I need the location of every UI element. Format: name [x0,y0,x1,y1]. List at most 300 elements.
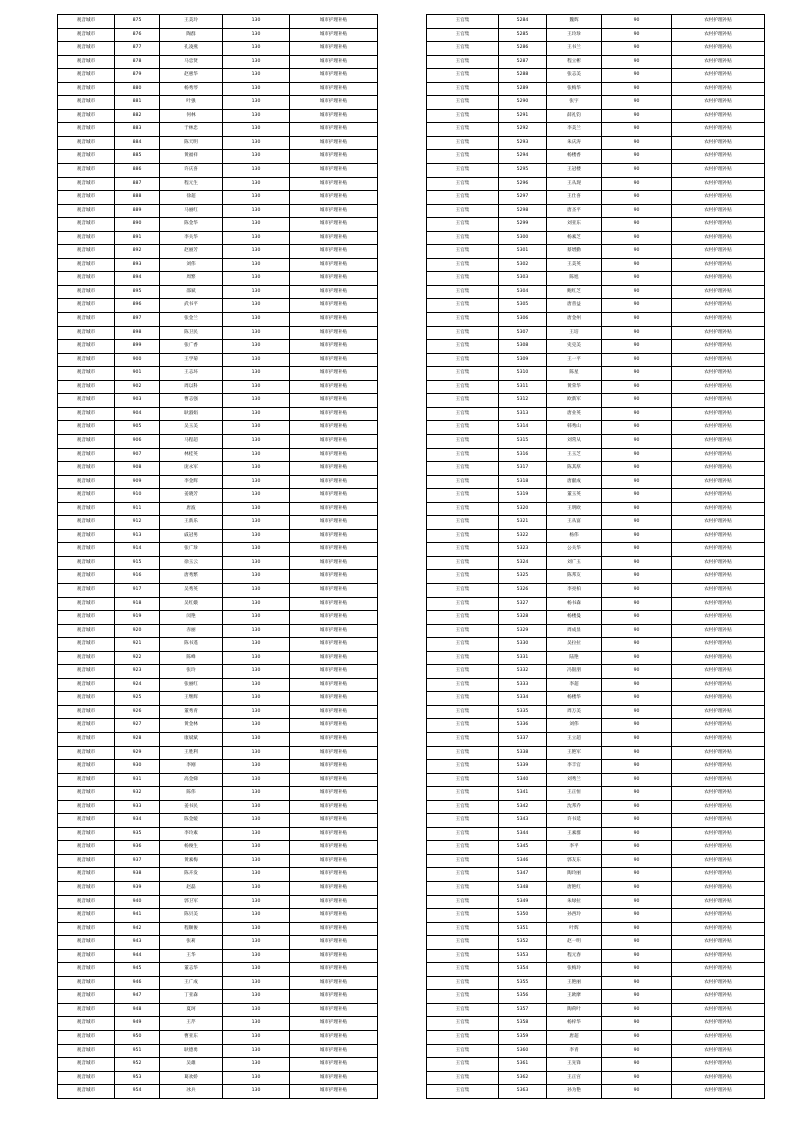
table-row [58,773,378,787]
amount-cell: 130 [223,651,290,665]
name-cell: 陈星 [547,367,602,381]
amount-cell: 90 [602,502,672,516]
table-row [427,665,765,679]
type-cell: 城市护理补贴 [290,746,378,760]
region-cell: 王官集 [427,285,499,299]
number-cell: 928 [115,732,160,746]
amount-cell: 130 [223,922,290,936]
name-cell: 王芹 [160,1017,223,1031]
type-cell: 农村护理补贴 [672,773,765,787]
table-row [58,746,378,760]
number-cell: 915 [115,556,160,570]
amount-cell: 90 [602,1058,672,1072]
type-cell: 城市护理补贴 [290,367,378,381]
type-cell: 农村护理补贴 [672,394,765,408]
region-cell: 观音城市 [58,760,115,774]
table-row [427,1044,765,1058]
region-cell: 王官集 [427,96,499,110]
name-cell: 唐超 [547,1031,602,1045]
region-cell: 观音城市 [58,421,115,435]
amount-cell: 90 [602,96,672,110]
number-cell: 908 [115,462,160,476]
number-cell: 954 [115,1085,160,1099]
type-cell: 农村护理补贴 [672,245,765,259]
type-cell: 城市护理补贴 [290,489,378,503]
region-cell: 观音城市 [58,82,115,96]
name-cell: 王美玲 [160,15,223,29]
amount-cell: 130 [223,462,290,476]
name-cell: 王玲珍 [547,28,602,42]
table-row [427,231,765,245]
amount-cell: 90 [602,55,672,69]
table-row [58,665,378,679]
region-cell: 观音城市 [58,705,115,719]
table-row [58,448,378,462]
amount-cell: 130 [223,705,290,719]
table-row [58,96,378,110]
table-row [58,529,378,543]
amount-cell: 90 [602,705,672,719]
name-cell: 马程超 [160,434,223,448]
table-row [58,976,378,990]
type-cell: 城市护理补贴 [290,841,378,855]
number-cell: 5328 [499,611,547,625]
number-cell: 5315 [499,434,547,448]
name-cell: 徐玉云 [160,556,223,570]
region-cell: 观音城市 [58,177,115,191]
number-cell: 5360 [499,1044,547,1058]
amount-cell: 130 [223,380,290,394]
number-cell: 882 [115,109,160,123]
number-cell: 5354 [499,963,547,977]
number-cell: 5322 [499,529,547,543]
name-cell: 王素群 [547,827,602,841]
amount-cell: 90 [602,583,672,597]
number-cell: 937 [115,854,160,868]
table-row [58,1017,378,1031]
amount-cell: 130 [223,434,290,448]
region-cell: 王官集 [427,556,499,570]
number-cell: 5338 [499,746,547,760]
number-cell: 5362 [499,1071,547,1085]
type-cell: 农村护理补贴 [672,800,765,814]
amount-cell: 130 [223,746,290,760]
name-cell: 王正恒 [547,787,602,801]
type-cell: 农村护理补贴 [672,746,765,760]
name-cell: 许庆喜 [160,164,223,178]
name-cell: 孙西玲 [547,909,602,923]
name-cell: 欧新军 [547,394,602,408]
region-cell: 王官集 [427,936,499,950]
type-cell: 城市护理补贴 [290,123,378,137]
number-cell: 5355 [499,976,547,990]
name-cell: 李金辉 [160,475,223,489]
region-cell: 观音城市 [58,746,115,760]
table-row [58,570,378,584]
name-cell: 王华 [160,949,223,963]
type-cell: 农村护理补贴 [672,597,765,611]
type-cell: 城市护理补贴 [290,963,378,977]
type-cell: 农村护理补贴 [672,1044,765,1058]
amount-cell: 90 [602,489,672,503]
table-row [427,475,765,489]
amount-cell: 130 [223,854,290,868]
amount-cell: 90 [602,109,672,123]
number-cell: 884 [115,136,160,150]
amount-cell: 130 [223,258,290,272]
number-cell: 5347 [499,868,547,882]
table-row [427,651,765,665]
region-cell: 王官集 [427,313,499,327]
number-cell: 5284 [499,15,547,29]
number-cell: 919 [115,611,160,625]
amount-cell: 90 [602,909,672,923]
type-cell: 城市护理补贴 [290,1058,378,1072]
type-cell: 农村护理补贴 [672,489,765,503]
amount-cell: 90 [602,177,672,191]
name-cell: 何林 [160,109,223,123]
amount-cell: 90 [602,936,672,950]
name-cell: 张梅华 [547,82,602,96]
region-cell: 观音城市 [58,475,115,489]
type-cell: 城市护理补贴 [290,597,378,611]
amount-cell: 90 [602,448,672,462]
amount-cell: 130 [223,1085,290,1099]
table-row [427,570,765,584]
amount-cell: 90 [602,624,672,638]
region-cell: 王官集 [427,597,499,611]
table-row [427,611,765,625]
region-cell: 观音城市 [58,732,115,746]
number-cell: 926 [115,705,160,719]
type-cell: 城市护理补贴 [290,1003,378,1017]
type-cell: 城市护理补贴 [290,638,378,652]
number-cell: 5325 [499,570,547,584]
number-cell: 5291 [499,109,547,123]
amount-cell: 130 [223,678,290,692]
amount-cell: 90 [602,516,672,530]
amount-cell: 90 [602,367,672,381]
name-cell: 杨楼曼 [547,611,602,625]
name-cell: 冯银朋 [547,665,602,679]
amount-cell: 130 [223,909,290,923]
name-cell: 康斌斌 [160,732,223,746]
table-row [427,936,765,950]
type-cell: 农村护理补贴 [672,380,765,394]
name-cell: 陈邦友 [547,570,602,584]
number-cell: 5299 [499,218,547,232]
name-cell: 王玉芝 [547,448,602,462]
amount-cell: 130 [223,191,290,205]
type-cell: 城市护理补贴 [290,760,378,774]
amount-cell: 90 [602,963,672,977]
type-cell: 城市护理补贴 [290,258,378,272]
type-cell: 城市护理补贴 [290,218,378,232]
amount-cell: 90 [602,394,672,408]
number-cell: 5312 [499,394,547,408]
region-cell: 王官集 [427,543,499,557]
number-cell: 935 [115,827,160,841]
table-row [427,326,765,340]
type-cell: 农村护理补贴 [672,516,765,530]
type-cell: 城市护理补贴 [290,177,378,191]
number-cell: 5317 [499,462,547,476]
amount-cell: 90 [602,854,672,868]
name-cell: 陆艳 [547,651,602,665]
amount-cell: 90 [602,895,672,909]
number-cell: 911 [115,502,160,516]
type-cell: 城市护理补贴 [290,868,378,882]
region-cell: 王官集 [427,529,499,543]
type-cell: 农村护理补贴 [672,949,765,963]
name-cell: 郭友东 [547,854,602,868]
name-cell: 姜晓芳 [160,489,223,503]
region-cell: 王官集 [427,882,499,896]
table-row [427,949,765,963]
type-cell: 城市护理补贴 [290,556,378,570]
number-cell: 5326 [499,583,547,597]
region-cell: 观音城市 [58,854,115,868]
type-cell: 农村护理补贴 [672,922,765,936]
type-cell: 农村护理补贴 [672,787,765,801]
name-cell: 李刚 [160,760,223,774]
amount-cell: 90 [602,69,672,83]
number-cell: 5327 [499,597,547,611]
amount-cell: 90 [602,868,672,882]
table-row [58,611,378,625]
number-cell: 929 [115,746,160,760]
number-cell: 899 [115,340,160,354]
table-row [427,841,765,855]
number-cell: 5307 [499,326,547,340]
name-cell: 张玲 [160,665,223,679]
region-cell: 观音城市 [58,990,115,1004]
region-cell: 王官集 [427,164,499,178]
number-cell: 943 [115,936,160,950]
number-cell: 896 [115,299,160,313]
number-cell: 5332 [499,665,547,679]
region-cell: 观音城市 [58,285,115,299]
table-row [58,164,378,178]
amount-cell: 130 [223,1058,290,1072]
table-row [58,136,378,150]
table-row [58,787,378,801]
name-cell: 王广成 [160,976,223,990]
name-cell: 吴红娥 [160,597,223,611]
table-row [427,773,765,787]
type-cell: 城市护理补贴 [290,665,378,679]
type-cell: 农村护理补贴 [672,272,765,286]
type-cell: 农村护理补贴 [672,1085,765,1099]
region-cell: 观音城市 [58,191,115,205]
number-cell: 5310 [499,367,547,381]
right-table [426,14,765,1099]
number-cell: 5298 [499,204,547,218]
number-cell: 875 [115,15,160,29]
number-cell: 5286 [499,42,547,56]
table-row [427,82,765,96]
region-cell: 王官集 [427,69,499,83]
amount-cell: 90 [602,746,672,760]
type-cell: 农村护理补贴 [672,434,765,448]
table-row [58,1058,378,1072]
name-cell: 庞永军 [160,462,223,476]
type-cell: 农村护理补贴 [672,882,765,896]
table-row [58,516,378,530]
table-row [58,651,378,665]
table-row [427,272,765,286]
amount-cell: 130 [223,353,290,367]
type-cell: 城市护理补贴 [290,719,378,733]
left-table-body [58,15,378,1099]
table-row [427,909,765,923]
number-cell: 889 [115,204,160,218]
number-cell: 5290 [499,96,547,110]
type-cell: 城市护理补贴 [290,1017,378,1031]
number-cell: 5343 [499,814,547,828]
amount-cell: 90 [602,787,672,801]
amount-cell: 90 [602,543,672,557]
table-row [58,123,378,137]
number-cell: 897 [115,313,160,327]
region-cell: 王官集 [427,407,499,421]
number-cell: 925 [115,692,160,706]
type-cell: 城市护理补贴 [290,882,378,896]
table-row [427,340,765,354]
type-cell: 农村护理补贴 [672,475,765,489]
table-row [427,692,765,706]
amount-cell: 130 [223,692,290,706]
type-cell: 农村护理补贴 [672,909,765,923]
region-cell: 观音城市 [58,624,115,638]
region-cell: 王官集 [427,516,499,530]
type-cell: 城市护理补贴 [290,678,378,692]
number-cell: 5289 [499,82,547,96]
table-row [427,15,765,29]
name-cell: 薛礼钧 [547,109,602,123]
type-cell: 城市护理补贴 [290,394,378,408]
number-cell: 5303 [499,272,547,286]
name-cell: 耿淑娟 [160,407,223,421]
type-cell: 城市护理补贴 [290,55,378,69]
region-cell: 观音城市 [58,150,115,164]
amount-cell: 130 [223,55,290,69]
number-cell: 5337 [499,732,547,746]
name-cell: 张广珍 [160,543,223,557]
type-cell: 农村护理补贴 [672,69,765,83]
number-cell: 909 [115,475,160,489]
type-cell: 城市护理补贴 [290,800,378,814]
region-cell: 王官集 [427,340,499,354]
type-cell: 城市护理补贴 [290,692,378,706]
table-row [58,489,378,503]
name-cell: 王明欧 [547,502,602,516]
amount-cell: 130 [223,136,290,150]
name-cell: 孙为艳 [547,1085,602,1099]
region-cell: 观音城市 [58,895,115,909]
region-cell: 王官集 [427,299,499,313]
region-cell: 王官集 [427,746,499,760]
region-cell: 王官集 [427,841,499,855]
table-row [58,150,378,164]
type-cell: 农村护理补贴 [672,313,765,327]
number-cell: 5309 [499,353,547,367]
type-cell: 城市护理补贴 [290,164,378,178]
table-row [427,854,765,868]
region-cell: 王官集 [427,665,499,679]
amount-cell: 90 [602,638,672,652]
region-cell: 王官集 [427,651,499,665]
region-cell: 观音城市 [58,976,115,990]
region-cell: 观音城市 [58,272,115,286]
name-cell: 王书兰 [547,42,602,56]
region-cell: 王官集 [427,692,499,706]
region-cell: 王官集 [427,611,499,625]
number-cell: 5292 [499,123,547,137]
table-row [58,462,378,476]
number-cell: 5295 [499,164,547,178]
name-cell: 唐秀繁 [160,570,223,584]
type-cell: 农村护理补贴 [672,990,765,1004]
table-row [427,55,765,69]
number-cell: 5350 [499,909,547,923]
number-cell: 5353 [499,949,547,963]
type-cell: 城市护理补贴 [290,96,378,110]
region-cell: 王官集 [427,434,499,448]
type-cell: 农村护理补贴 [672,204,765,218]
name-cell: 王一平 [547,353,602,367]
type-cell: 农村护理补贴 [672,448,765,462]
table-row [427,1017,765,1031]
amount-cell: 130 [223,69,290,83]
number-cell: 944 [115,949,160,963]
region-cell: 王官集 [427,462,499,476]
region-cell: 观音城市 [58,1031,115,1045]
region-cell: 观音城市 [58,380,115,394]
number-cell: 5349 [499,895,547,909]
table-row [427,868,765,882]
table-row [427,489,765,503]
name-cell: 曹亚东 [160,1031,223,1045]
number-cell: 890 [115,218,160,232]
amount-cell: 90 [602,990,672,1004]
region-cell: 王官集 [427,624,499,638]
table-row [427,407,765,421]
region-cell: 王官集 [427,854,499,868]
name-cell: 刘常从 [547,434,602,448]
region-cell: 观音城市 [58,55,115,69]
table-row [427,245,765,259]
amount-cell: 90 [602,462,672,476]
table-row [58,543,378,557]
amount-cell: 90 [602,136,672,150]
number-cell: 931 [115,773,160,787]
amount-cell: 130 [223,475,290,489]
number-cell: 951 [115,1044,160,1058]
amount-cell: 130 [223,882,290,896]
number-cell: 5335 [499,705,547,719]
amount-cell: 90 [602,15,672,29]
amount-cell: 90 [602,692,672,706]
type-cell: 城市护理补贴 [290,611,378,625]
table-row [58,882,378,896]
region-cell: 观音城市 [58,827,115,841]
region-cell: 观音城市 [58,787,115,801]
name-cell: 公关华 [547,543,602,557]
amount-cell: 90 [602,760,672,774]
region-cell: 王官集 [427,394,499,408]
region-cell: 王官集 [427,773,499,787]
